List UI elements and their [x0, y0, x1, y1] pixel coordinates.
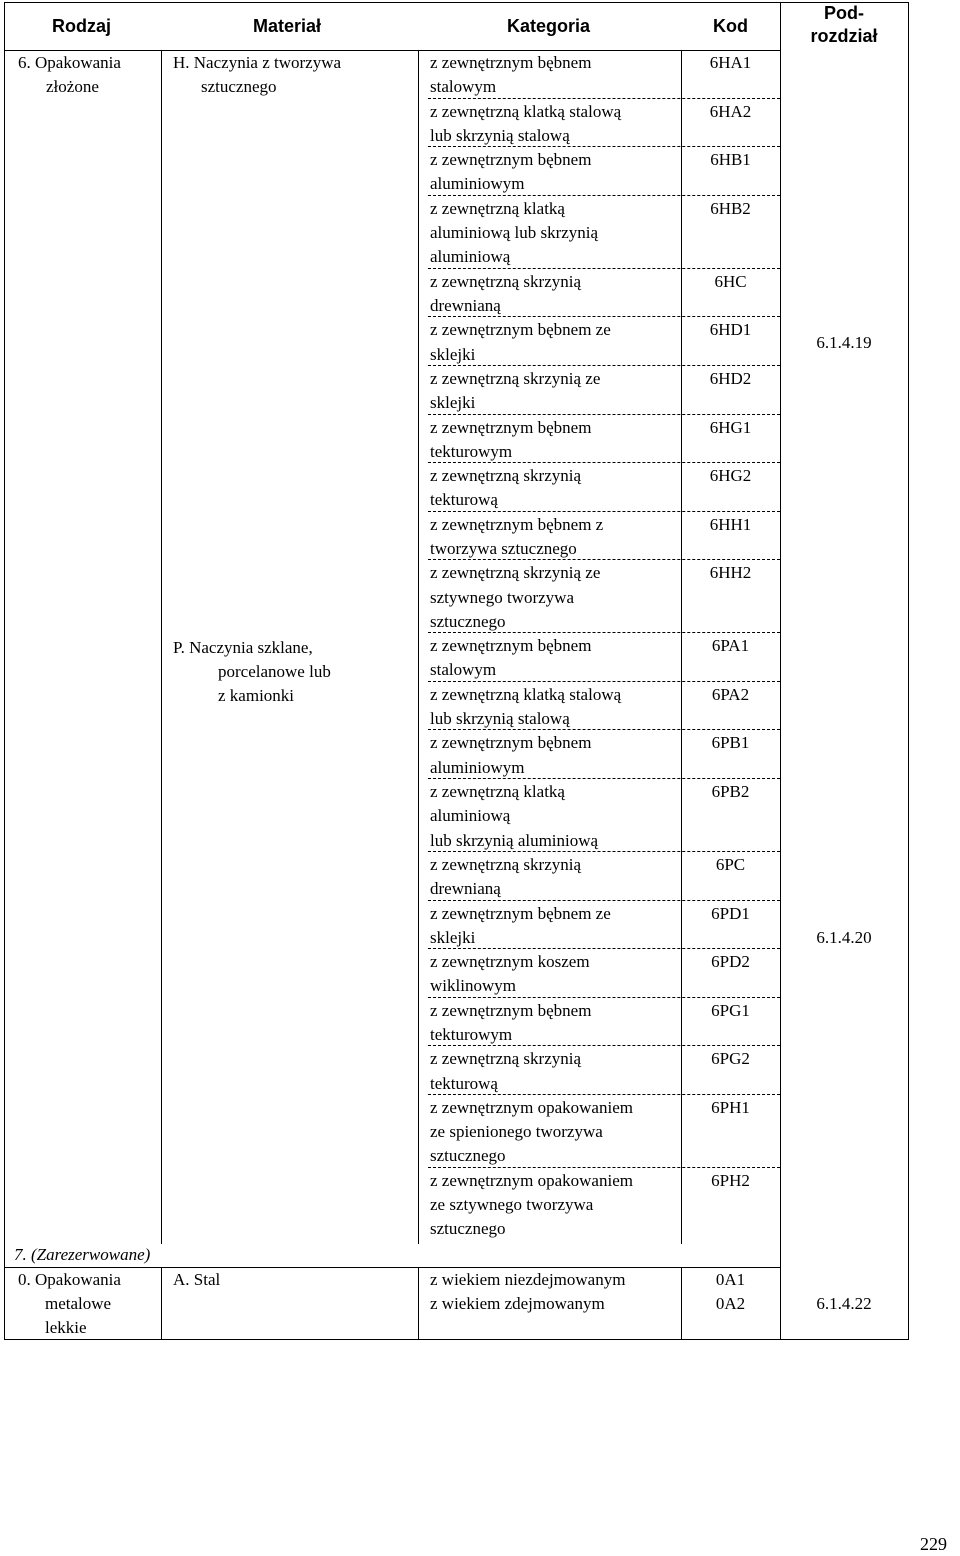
category-line: z zewnętrznym bębnem [430, 417, 592, 437]
row-dashed-separator [428, 462, 780, 463]
category-line: z zewnętrzną skrzynią [430, 466, 582, 486]
category-line: aluminiową [430, 806, 511, 826]
header-rodzaj: Rodzaj [52, 16, 112, 36]
header-podrozdzial-2: rozdział [810, 26, 878, 46]
category-line: z wiekiem zdejmowanym [430, 1294, 605, 1314]
category-0A1 [430, 1268, 680, 1292]
code-6HH2: 6HH2 [709, 563, 752, 583]
category-6PD1 [430, 902, 680, 951]
row-dashed-separator [428, 365, 780, 366]
material-H-line2: sztucznego [201, 77, 277, 96]
row-dashed-separator [428, 98, 780, 99]
category-line: sztucznego [430, 611, 506, 631]
category-line: z zewnętrznym bębnem [430, 150, 592, 170]
code-6PC: 6PC [715, 854, 746, 874]
category-6HB2 [430, 197, 680, 270]
row-dashed-separator [428, 146, 780, 147]
table-right-border [908, 2, 909, 1339]
col-divider-material-g0 [418, 1267, 419, 1339]
code-6PA1: 6PA1 [711, 636, 750, 656]
category-line: stalowym [430, 660, 497, 680]
code-6HG2: 6HG2 [709, 466, 752, 486]
category-line: z zewnętrzną skrzynią ze [430, 563, 601, 583]
category-6PB1 [430, 731, 680, 780]
code-6PD2: 6PD2 [711, 952, 750, 972]
col-divider-rodzaj-g0 [161, 1267, 162, 1339]
code-6PH1: 6PH1 [711, 1097, 750, 1117]
category-0A2 [430, 1292, 680, 1316]
rodzaj-0-line2: metalowe [45, 1294, 112, 1313]
category-line: aluminiową [430, 247, 511, 267]
code-6HA2: 6HA2 [709, 101, 752, 121]
category-line: sklejki [430, 927, 476, 947]
row-dashed-separator [428, 195, 780, 196]
rodzaj-7-reserved: 7. (Zarezerwowane) [14, 1245, 151, 1264]
category-6PH1 [430, 1096, 680, 1169]
category-line: z zewnętrznym opakowaniem [430, 1170, 633, 1190]
category-6HD1 [430, 318, 680, 367]
category-6HC [430, 270, 680, 319]
category-line: z zewnętrznym bębnem ze [430, 320, 611, 340]
row-dashed-separator [428, 851, 780, 852]
page-number: 229 [920, 1534, 947, 1554]
category-line: tekturowym [430, 1024, 513, 1044]
category-6PD2 [430, 950, 680, 999]
row-dashed-separator [428, 316, 780, 317]
rodzaj-0-line3: lekkie [45, 1318, 87, 1337]
category-6PA2 [430, 683, 680, 732]
category-line: lub skrzynią stalową [430, 125, 570, 145]
col-divider-kod [780, 2, 781, 1339]
category-line: z zewnętrznym bębnem [430, 636, 592, 656]
code-0A1: 0A1 [715, 1270, 746, 1289]
category-6PA1 [430, 634, 680, 683]
category-line: drewnianą [430, 879, 501, 899]
code-6HC: 6HC [714, 271, 747, 291]
header-kategoria: Kategoria [507, 16, 591, 36]
row-dashed-separator [428, 778, 780, 779]
header-kod: Kod [713, 16, 748, 36]
rodzaj-6-line1: 6. Opakowania [18, 53, 121, 72]
category-line: lub skrzynią aluminiową [430, 830, 599, 850]
header-material: Materiał [253, 16, 322, 36]
category-line: z zewnętrznym bębnem z [430, 514, 604, 534]
col-divider-kategoria-g0 [681, 1267, 682, 1339]
category-6HA1 [430, 51, 680, 100]
category-line: z zewnętrznym bębnem [430, 53, 592, 72]
podrozdzial-H: 6.1.4.19 [816, 333, 872, 352]
category-line: stalowym [430, 77, 497, 97]
category-line: tekturową [430, 1073, 498, 1093]
rodzaj-6-line2: złożone [46, 77, 99, 96]
category-line: tworzywa sztucznego [430, 538, 577, 558]
row-dashed-separator [428, 1045, 780, 1046]
category-line: sklejki [430, 344, 476, 364]
category-line: aluminiową lub skrzynią [430, 223, 599, 243]
category-line: ze sztywnego tworzywa [430, 1195, 594, 1215]
code-6PD1: 6PD1 [711, 903, 750, 923]
material-P-line2: porcelanowe lub [218, 662, 331, 681]
category-line: z wiekiem niezdejmowanym [430, 1270, 626, 1289]
row-dashed-separator [428, 1167, 780, 1168]
row-dashed-separator [428, 559, 780, 560]
row-dashed-separator [428, 948, 780, 949]
header-podrozdzial-1: Pod- [824, 3, 864, 23]
row-dashed-separator [428, 729, 780, 730]
category-line: z zewnętrzną skrzynią [430, 854, 582, 874]
category-line: aluminiowym [430, 757, 525, 777]
code-6PG1: 6PG1 [711, 1000, 750, 1020]
category-line: z zewnętrznym koszem [430, 952, 590, 972]
material-P-line3: z kamionki [218, 686, 295, 705]
table-left-border [4, 2, 5, 1339]
category-6HA2 [430, 100, 680, 149]
category-6HH1 [430, 513, 680, 562]
material-P-line1: P. Naczynia szklane, [173, 638, 313, 657]
category-line: z zewnętrzną klatką [430, 782, 565, 801]
category-line: wiklinowym [430, 976, 516, 996]
category-6HG1 [430, 416, 680, 465]
code-6PB2: 6PB2 [711, 782, 750, 801]
col-divider-rodzaj [161, 50, 162, 1244]
code-6HA1: 6HA1 [709, 53, 752, 72]
code-6HD1: 6HD1 [709, 320, 752, 340]
material-H-line1: H. Naczynia z tworzywa [173, 53, 342, 72]
category-6HH2 [430, 561, 680, 634]
category-line: aluminiowym [430, 174, 525, 194]
category-line: z zewnętrzną klatką stalową [430, 101, 622, 121]
category-line: z zewnętrznym opakowaniem [430, 1097, 633, 1117]
material-A: A. Stal [173, 1270, 221, 1289]
row-dashed-separator [428, 900, 780, 901]
row-dashed-separator [428, 997, 780, 998]
row-dashed-separator [428, 414, 780, 415]
table-top-border [4, 2, 909, 3]
category-6PG1 [430, 999, 680, 1048]
code-0A2: 0A2 [715, 1294, 746, 1314]
code-6HB2: 6HB2 [710, 198, 751, 218]
code-6HB1: 6HB1 [710, 150, 751, 170]
category-line: sztywnego tworzywa [430, 587, 574, 607]
category-line: z zewnętrzną klatką stalową [430, 684, 622, 704]
category-line: ze spienionego tworzywa [430, 1122, 603, 1142]
code-6HD2: 6HD2 [709, 368, 752, 388]
category-6HB1 [430, 148, 680, 197]
category-6PH2 [430, 1169, 680, 1242]
code-6PA2: 6PA2 [711, 684, 750, 704]
podrozdzial-A: 6.1.4.22 [816, 1294, 872, 1313]
category-line: z zewnętrznym bębnem [430, 1000, 592, 1020]
category-line: drewnianą [430, 295, 501, 315]
category-6HD2 [430, 367, 680, 416]
row-dashed-separator [428, 268, 780, 269]
code-6HG1: 6HG1 [709, 417, 752, 437]
category-line: lub skrzynią stalową [430, 709, 570, 729]
category-line: sztucznego [430, 1219, 506, 1239]
row-dashed-separator [428, 1094, 780, 1095]
code-6PB1: 6PB1 [711, 733, 750, 753]
code-6HH1: 6HH1 [709, 514, 752, 534]
category-line: z zewnętrzną skrzynią [430, 271, 582, 291]
category-line: z zewnętrznym bębnem ze [430, 903, 611, 923]
category-6PB2 [430, 780, 680, 853]
col-divider-kategoria [681, 50, 682, 1244]
code-6PH2: 6PH2 [711, 1170, 750, 1190]
podrozdzial-P: 6.1.4.20 [816, 928, 872, 947]
category-line: sztucznego [430, 1146, 506, 1166]
code-6PG2: 6PG2 [711, 1049, 750, 1069]
category-line: z zewnętrzną skrzynią [430, 1049, 582, 1069]
row-dashed-separator [428, 681, 780, 682]
category-line: z zewnętrzną klatką [430, 198, 565, 218]
row-dashed-separator [428, 511, 780, 512]
category-line: sklejki [430, 393, 476, 413]
category-line: tekturowym [430, 441, 513, 461]
col-divider-material [418, 50, 419, 1244]
category-line: tekturową [430, 490, 498, 510]
category-6PG2 [430, 1047, 680, 1096]
category-6HG2 [430, 464, 680, 513]
category-line: z zewnętrznym bębnem [430, 733, 592, 753]
row-dashed-separator [428, 632, 780, 633]
category-line: z zewnętrzną skrzynią ze [430, 368, 601, 388]
rodzaj-0-line1: 0. Opakowania [18, 1270, 121, 1289]
table-bottom-border [4, 1339, 909, 1340]
category-6PC [430, 853, 680, 902]
